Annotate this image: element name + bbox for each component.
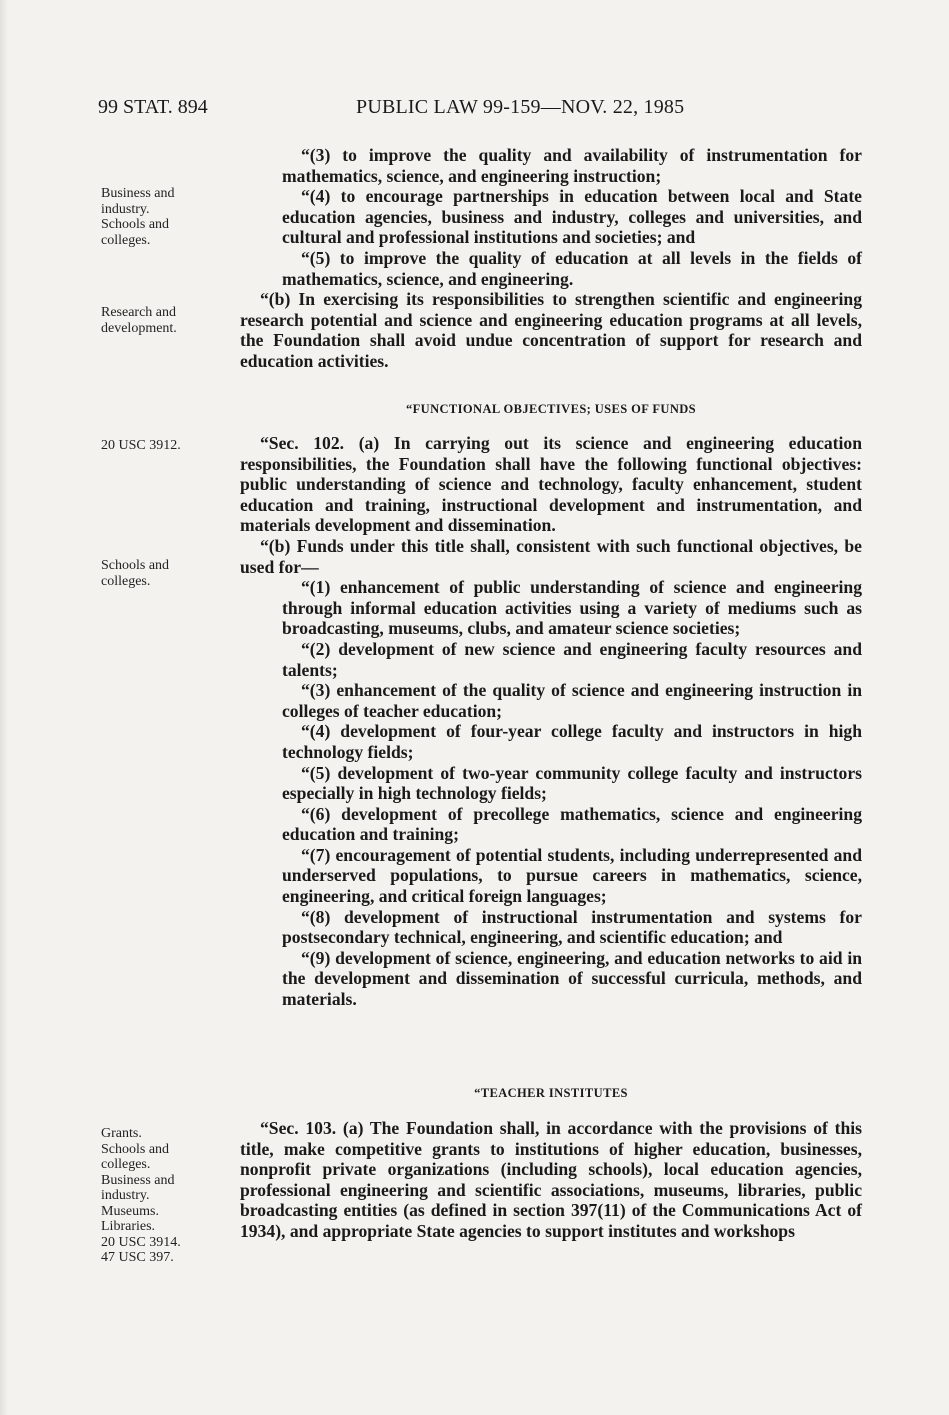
margin-note-line: colleges. [101, 573, 151, 589]
margin-note-line: Museums. [101, 1203, 159, 1219]
section-103-a: “Sec. 103. (a) The Foundation shall, in accordance with the provisions of this title, make competitive grants to institutions of higher education, businesses, nonprofit private organizations (including schools), local education agencies, professional engineering and scientific associations, museums, libraries, public broadcasting entities (as defined in section 397(11) of the Communications Act of 1934), and appropriate State agencies to support institutes and workshops [240, 1118, 862, 1241]
statute-page-number: 99 STAT. 894 [98, 96, 208, 118]
margin-note-research [101, 305, 221, 336]
margin-note-line: Business and [101, 186, 175, 201]
list-item: “(1) enhancement of public understanding of science and engineering through informal education activities using a variety of mediums such as broadcasting, museums, clubs, and amateur science societies; [282, 577, 862, 639]
margin-note-line: Libraries. [101, 1219, 156, 1234]
paragraph-b: “(b) In exercising its responsibilities to strengthen scientific and engineering research potential and science and engineering education programs at all levels, the Foundation shall avoid undue concentration of support for research and education activities. [240, 289, 862, 371]
section-102 [240, 433, 862, 1010]
margin-note-line: 20 USC 3914. [101, 1234, 181, 1250]
paragraph-a5: “(5) to improve the quality of education at all levels in the fields of mathematics, science, and engineering. [282, 247, 862, 289]
list-item: “(8) development of instructional instrumentation and systems for postsecondary technical, engineering, and scientific education; and [282, 906, 862, 948]
margin-note-line: colleges. [101, 232, 151, 248]
section-101-continued [240, 145, 862, 372]
section-102-b: “(b) Funds under this title shall, consistent with such functional objectives, be used for— [240, 535, 862, 577]
heading-functional-objectives: “FUNCTIONAL OBJECTIVES; USES OF FUNDS [405, 402, 697, 416]
list-item: “(2) development of new science and engineering faculty resources and talents; [282, 638, 862, 680]
margin-note-line: Schools and [101, 558, 170, 573]
heading-teacher-institutes: “TEACHER INSTITUTES [474, 1086, 628, 1100]
margin-note-line: Research and [101, 305, 177, 320]
margin-note-line: colleges. [101, 1157, 151, 1172]
margin-note-line: Schools and [101, 1141, 170, 1157]
paragraph-a4: “(4) to encourage partnerships in education between local and State education agencies, business and industry, colleges and universities, and cultural and professional institutions and societies; and [282, 186, 862, 248]
paragraph-a3: “(3) to improve the quality and availability of instrumentation for mathematics, science, and engineering instruction; [282, 145, 862, 186]
margin-note-line: industry. [101, 201, 150, 217]
section-102-a: “Sec. 102. (a) In carrying out its science and engineering education responsibilities, the Foundation shall have the following functional objectives: public understanding of science and technology, faculty enhancement, student education and training, instructional development and instrumentation, and materials development and dissemination. [240, 433, 862, 536]
margin-note-line: 20 USC 3912. [101, 438, 181, 453]
margin-note-usc-3912 [101, 438, 221, 454]
margin-note-grants [101, 1126, 221, 1266]
list-item: “(7) encouragement of potential students, including underrepresented and underserved populations, to pursue careers in mathematics, science, engineering, and critical foreign languages; [282, 844, 862, 907]
list-item: “(5) development of two-year community college faculty and instructors especially in high technology fields; [282, 762, 862, 804]
margin-note-line: Grants. [101, 1126, 142, 1141]
list-item: “(3) enhancement of the quality of science and engineering instruction in colleges of teacher education; [282, 680, 862, 721]
margin-note-line: 47 USC 397. [101, 1250, 174, 1265]
list-item: “(9) development of science, engineering, and education networks to aid in the development and dissemination of successful curricula, methods, and materials. [282, 947, 862, 1010]
running-header-law: PUBLIC LAW 99-159—NOV. 22, 1985 [356, 96, 685, 118]
margin-note-business-schools [101, 186, 221, 248]
margin-note-line: Schools and [101, 217, 170, 232]
page-edge-shadow [0, 0, 8, 1415]
list-item: “(4) development of four-year college faculty and instructors in high technology fields; [282, 721, 862, 762]
margin-note-schools [101, 558, 221, 589]
margin-note-line: industry. [101, 1188, 150, 1203]
margin-note-line: development. [101, 320, 177, 336]
section-103 [240, 1118, 862, 1242]
list-item: “(6) development of precollege mathematics, science and engineering education and training; [282, 803, 862, 845]
margin-note-line: Business and [101, 1172, 175, 1188]
